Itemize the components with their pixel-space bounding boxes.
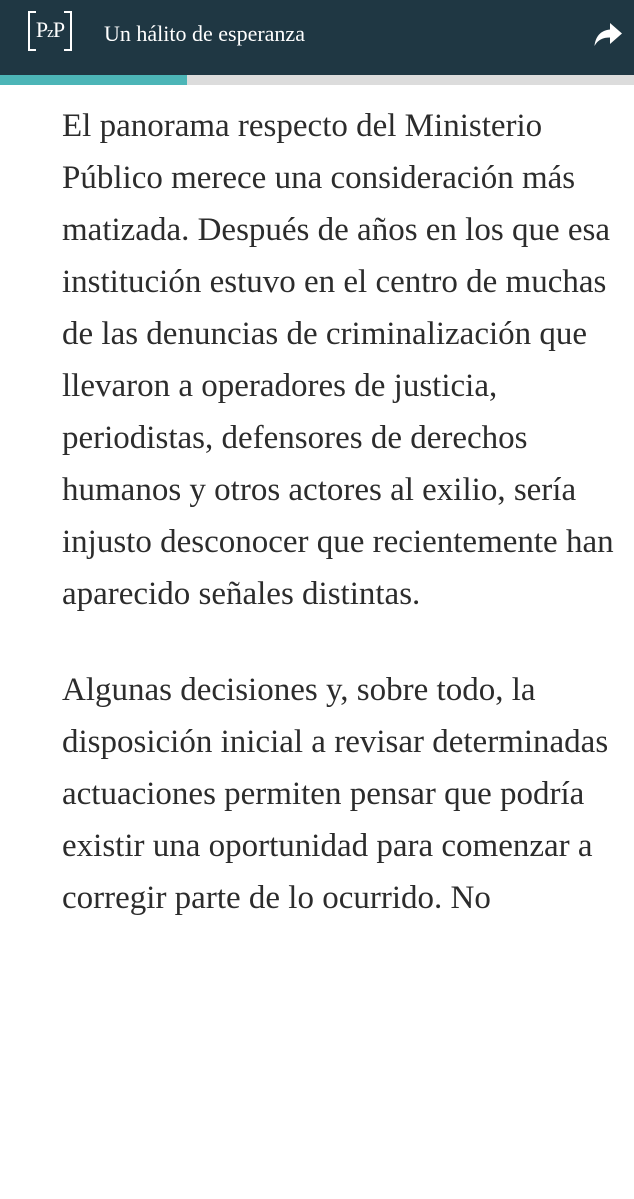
article-title: Un hálito de esperanza — [104, 21, 305, 46]
plaza-publica-logo[interactable] — [28, 9, 72, 51]
reading-progress-bar — [0, 75, 634, 85]
logo-right-bracket — [64, 11, 72, 51]
logo-text: PzP — [35, 17, 65, 42]
article-body — [62, 100, 614, 968]
top-app-bar — [0, 0, 634, 75]
article-paragraph: El panorama respecto del Ministerio Público merece una consideración más matizada. Después de años en los que esa institución estuvo en el centro de muchas de las denuncias de criminalización que llevaron a operadores de justicia, periodistas, defensores de derechos humanos y otros actores al exilio, sería injusto desconocer que recientemente han aparecido señales distintas. — [62, 108, 614, 612]
reading-progress-fill — [0, 75, 187, 85]
article-paragraph: Algunas decisiones y, sobre todo, la disposición inicial a revisar determinadas actuaciones permiten pensar que podría existir una oportunidad para comenzar a corregir parte de lo ocurrido. No — [62, 672, 609, 916]
share-icon[interactable] — [593, 19, 623, 49]
